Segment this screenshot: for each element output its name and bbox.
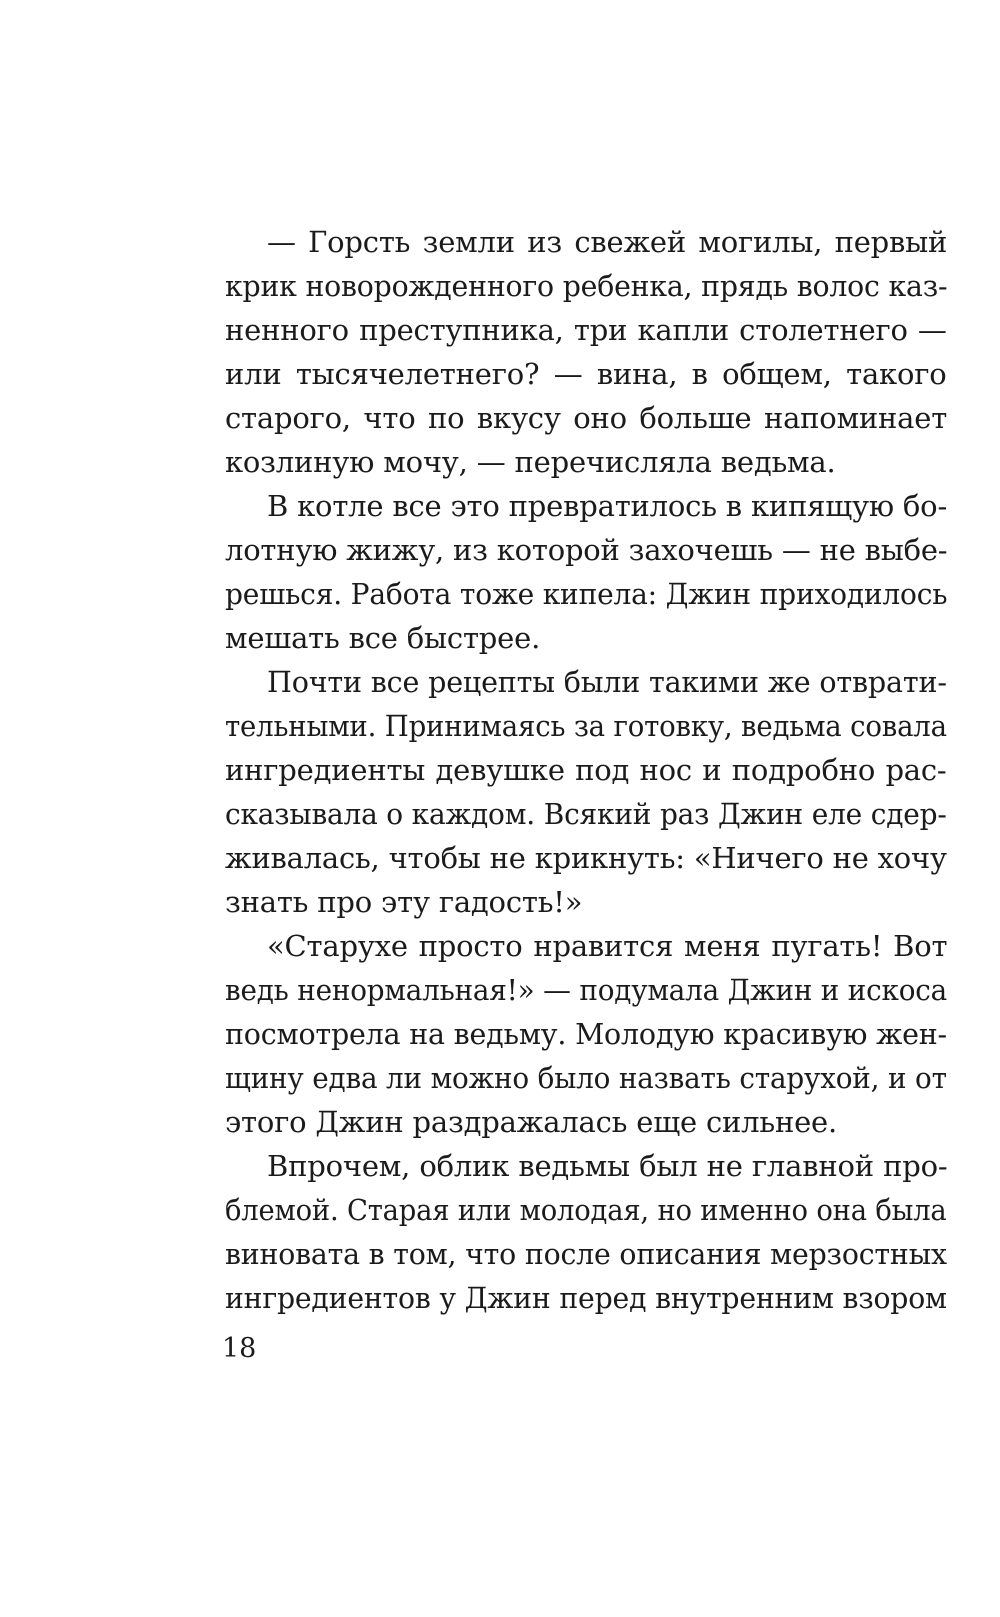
text-line: ингредиенты девушке под нос и подробно рас- <box>225 753 947 787</box>
text-line: козлиную мочу, — перечисляла ведьма. <box>225 445 836 479</box>
text-line: ингредиентов у Джин перед внутренним взором <box>225 1281 947 1315</box>
text-line: Впрочем, облик ведьмы был не главной про- <box>267 1149 948 1183</box>
text-line: крик новорожденного ребенка, прядь волос каз- <box>225 269 948 303</box>
text-line: «Старухе просто нравится меня пугать! Вот <box>267 929 948 963</box>
text-line: щину едва ли можно было назвать старухой, и от <box>225 1061 947 1095</box>
page-number: 18 <box>222 1333 257 1364</box>
text-line: блемой. Старая или молодая, но именно она была <box>225 1193 947 1227</box>
text-line: лотную жижу, из которой захочешь — не выбе- <box>225 533 948 567</box>
text-line: старого, что по вкусу оно больше напоминает <box>225 401 948 435</box>
text-line: ведь ненормальная!» — подумала Джин и искоса <box>225 973 948 1007</box>
text-line: сказывала о каждом. Всякий раз Джин еле сдер- <box>225 797 947 831</box>
text-line: или тысячелетнего? — вина, в общем, такого <box>225 357 947 391</box>
text-line: Почти все рецепты были такими же отврати- <box>267 665 947 699</box>
text-line: — Горсть земли из свежей могилы, первый <box>267 225 948 259</box>
text-line: посмотрела на ведьму. Молодую красивую жен- <box>225 1017 947 1051</box>
text-line: тельными. Принимаясь за готовку, ведьма совала <box>225 709 947 743</box>
text-line: знать про эту гадость!» <box>225 885 583 919</box>
text-line: ненного преступника, три капли столетнего — <box>225 313 947 347</box>
text-line: живалась, чтобы не крикнуть: «Ничего не хочу <box>225 841 947 875</box>
text-line: этого Джин раздражалась еще сильнее. <box>225 1105 838 1139</box>
text-line: В котле все это превратилось в кипящую бо- <box>267 489 948 523</box>
text-line: решься. Работа тоже кипела: Джин приходилось <box>225 577 948 611</box>
text-line: виновата в том, что после описания мерзостных <box>225 1237 947 1271</box>
text-line: мешать все быстрее. <box>225 621 541 655</box>
